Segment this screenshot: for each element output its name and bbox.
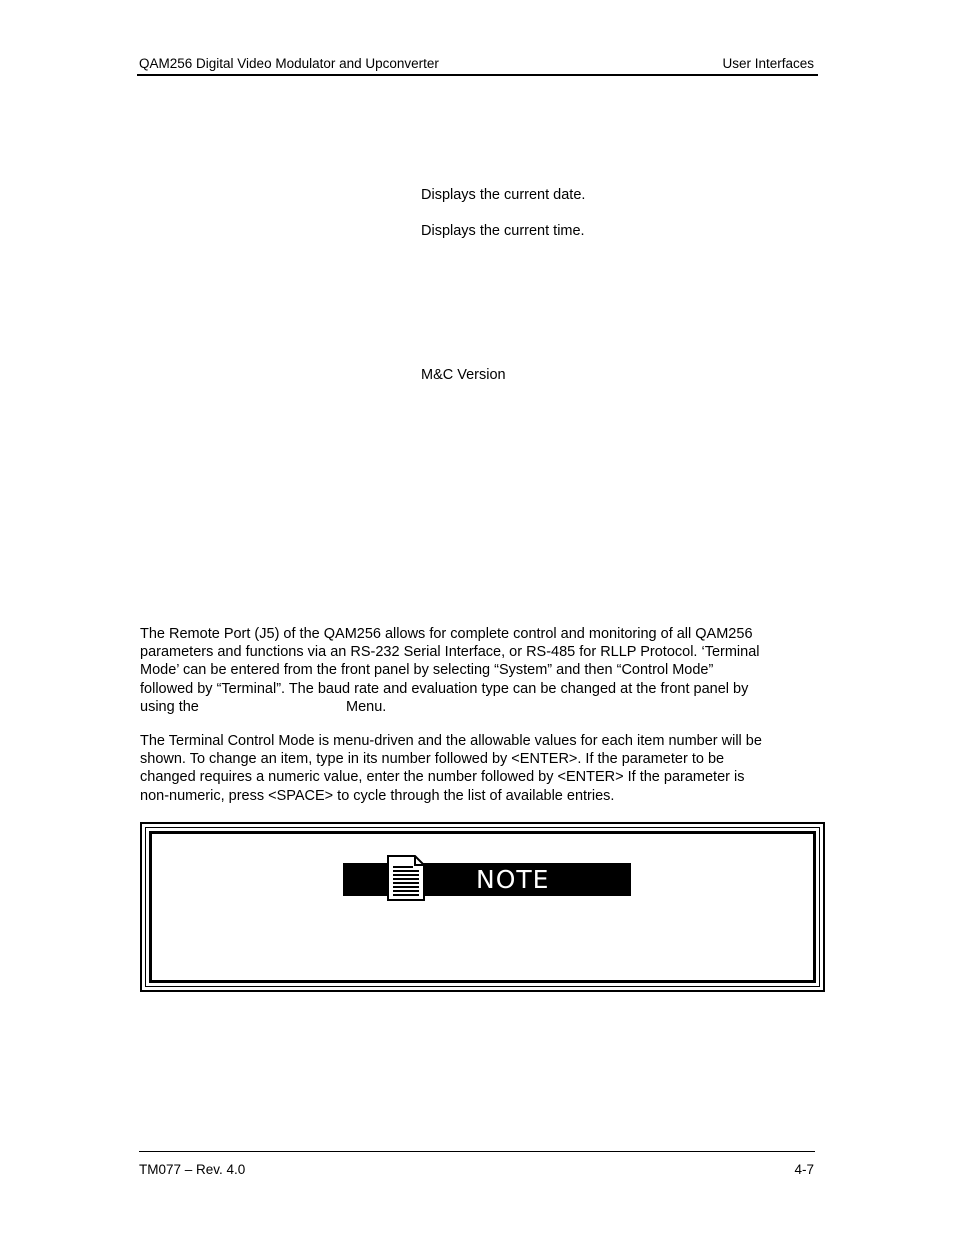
document-note-icon: [387, 855, 425, 901]
paragraph-line-start: using the: [140, 698, 199, 715]
note-box: [140, 822, 825, 992]
paragraph-line: Mode’ can be entered from the front panel by selecting “System” and then “Control Mode”: [140, 662, 714, 679]
remote-port-paragraph: [140, 625, 820, 716]
header-section: User Interfaces: [722, 56, 814, 71]
terminal-mode-paragraph: [140, 732, 820, 805]
paragraph-line: parameters and functions via an RS-232 Serial Interface, or RS-485 for RLLP Protocol. ‘Terminal: [140, 644, 760, 661]
paragraph-line: [140, 698, 820, 716]
footer-page-number: 4-7: [794, 1162, 814, 1177]
paragraph-line-end: Menu.: [346, 698, 387, 715]
paragraph-line: non-numeric, press <SPACE> to cycle through the list of available entries.: [140, 787, 615, 804]
footer-doc-revision: TM077 – Rev. 4.0: [139, 1162, 246, 1177]
note-banner: [343, 863, 631, 896]
time-description: Displays the current time.: [421, 223, 585, 239]
footer-rule: [139, 1151, 815, 1152]
note-banner-label: NOTE: [476, 865, 550, 894]
paragraph-line: changed requires a numeric value, enter the number followed by <ENTER> If the parameter is: [140, 769, 745, 786]
paragraph-line: The Terminal Control Mode is menu-driven and the allowable values for each item number will be: [140, 733, 762, 749]
note-box-frame: [145, 827, 820, 987]
header-rule: [137, 74, 818, 76]
paragraph-line: The Remote Port (J5) of the QAM256 allows for complete control and monitoring of all QAM256: [140, 626, 753, 642]
note-box-inner: [149, 831, 816, 983]
paragraph-line: followed by “Terminal”. The baud rate and evaluation type can be changed at the front panel by: [140, 680, 749, 697]
paragraph-line: shown. To change an item, type in its number followed by <ENTER>. If the parameter to be: [140, 751, 725, 768]
date-description: Displays the current date.: [421, 187, 586, 203]
mc-version-label: M&C Version: [421, 367, 506, 383]
header-title: QAM256 Digital Video Modulator and Upconverter: [139, 56, 439, 71]
